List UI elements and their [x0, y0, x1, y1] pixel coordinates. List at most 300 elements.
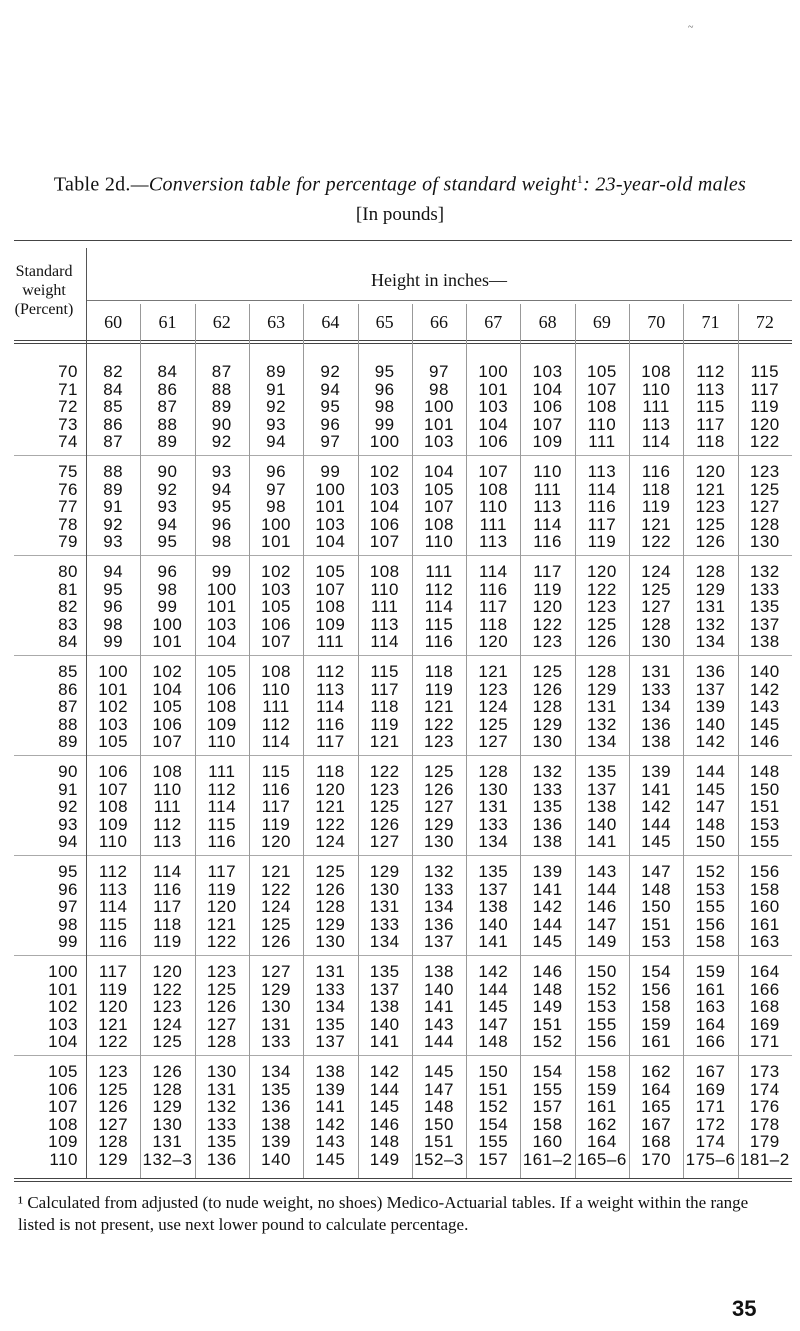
- percent-cell: 79: [58, 532, 78, 552]
- weight-cell: 142: [478, 962, 509, 981]
- weight-cell: 107: [532, 414, 563, 434]
- weight-cell: 166: [695, 1032, 726, 1052]
- weight-cell: 95: [374, 362, 395, 381]
- weight-cell: 144: [641, 814, 672, 834]
- weight-cell: 120: [206, 897, 237, 917]
- percent-cell: 93: [58, 814, 78, 834]
- weight-cell: 169: [695, 1079, 726, 1099]
- weight-cell: 154: [641, 962, 672, 981]
- weight-cell: 113: [370, 614, 399, 634]
- weight-cell: 128: [206, 1032, 237, 1052]
- weight-cell: 127: [261, 962, 291, 981]
- weight-cell: 118: [153, 914, 182, 934]
- weight-cell: 97: [266, 479, 287, 499]
- weight-cell: 98: [429, 379, 449, 399]
- weight-cell: 128: [532, 697, 563, 717]
- weight-cell: 137: [315, 1032, 346, 1052]
- weight-cell: 113: [587, 462, 617, 481]
- weight-cell: 153: [586, 997, 617, 1017]
- weight-cell: 115: [424, 614, 454, 634]
- weight-cell: 99: [320, 462, 341, 481]
- weight-cell: 141: [586, 832, 617, 852]
- weight-cell: 140: [749, 662, 780, 681]
- height-header: 67: [484, 312, 503, 332]
- title-suffix: : 23-year-old males: [583, 173, 747, 196]
- weight-cell: 108: [424, 514, 454, 534]
- column-divider: [575, 304, 576, 1178]
- weight-cell: 119: [207, 879, 237, 899]
- weight-cell: 174: [695, 1132, 726, 1152]
- weight-cell: 151: [641, 914, 672, 934]
- weight-cell: 122: [641, 532, 672, 552]
- weight-cell: 122: [98, 1032, 129, 1052]
- weight-cell: 107: [98, 779, 129, 799]
- percent-cell: 72: [58, 397, 78, 417]
- weight-cell: 138: [749, 632, 780, 652]
- weight-cell: 135: [478, 862, 509, 881]
- weight-cell: 120: [315, 779, 346, 799]
- weight-cell: 119: [641, 497, 671, 517]
- weight-cell: 92: [103, 514, 124, 534]
- weight-cell: 122: [586, 579, 617, 599]
- weight-cell: 133: [369, 914, 400, 934]
- weight-cell: 115: [261, 762, 291, 781]
- weight-cell: 132: [586, 714, 617, 734]
- weight-cell: 161: [641, 1032, 672, 1052]
- weight-cell: 163: [695, 997, 726, 1017]
- weight-cell: 93: [266, 414, 287, 434]
- weight-cell: 93: [211, 462, 232, 481]
- weight-cell: 146: [369, 1114, 400, 1134]
- weight-cell: 113: [533, 497, 562, 517]
- weight-cell: 114: [424, 597, 454, 617]
- weight-cell: 135: [586, 762, 617, 781]
- weight-cell: 114: [370, 632, 399, 652]
- weight-cell: 137: [695, 679, 726, 699]
- weight-cell: 137: [424, 932, 454, 952]
- weight-cell: 84: [103, 379, 124, 399]
- weight-cell: 110: [370, 579, 399, 599]
- weight-cell: 147: [478, 1014, 509, 1034]
- weight-cell: 120: [98, 997, 129, 1017]
- weight-cell: 113: [696, 379, 725, 399]
- percent-cell: 91: [58, 779, 78, 799]
- weight-cell: 107: [424, 497, 454, 517]
- weight-cell: 119: [587, 532, 617, 552]
- weight-cell: 146: [749, 732, 780, 752]
- row-label-line: (Percent): [14, 301, 74, 318]
- weight-cell: 148: [749, 762, 780, 781]
- percent-cell: 110: [49, 1150, 78, 1169]
- weight-cell: 109: [206, 714, 237, 734]
- weight-cell: 126: [532, 679, 563, 699]
- weight-cell: 115: [98, 914, 128, 934]
- weight-cell: 102: [98, 697, 129, 717]
- weight-cell: 125: [152, 1032, 183, 1052]
- percent-cell: 96: [58, 879, 78, 899]
- weight-cell: 179: [749, 1132, 780, 1152]
- weight-cell: 123: [532, 632, 563, 652]
- weight-cell: 134: [641, 697, 672, 717]
- weight-cell: 107: [478, 462, 509, 481]
- weight-cell: 120: [695, 462, 726, 481]
- weight-cell: 132: [532, 762, 563, 781]
- table-subtitle: [In pounds]: [355, 204, 445, 225]
- percent-cell: 81: [58, 579, 78, 599]
- weight-cell: 113: [98, 879, 128, 899]
- weight-cell: 116: [207, 832, 237, 852]
- weight-cell: 105: [261, 597, 291, 617]
- weight-cell: 113: [316, 679, 345, 699]
- weight-cell: 136: [532, 814, 563, 834]
- weight-cell: 156: [749, 862, 780, 881]
- percent-cell: 87: [58, 697, 78, 717]
- weight-cell: 111: [479, 514, 507, 534]
- weight-cell: 101: [424, 414, 454, 434]
- weight-cell: 127: [749, 497, 780, 517]
- weight-cell: 111: [262, 697, 290, 717]
- weight-cell: 153: [641, 932, 672, 952]
- weight-cell: 155: [586, 1014, 617, 1034]
- weight-cell: 92: [266, 397, 287, 417]
- weight-cell: 111: [588, 432, 616, 452]
- weight-cell: 95: [320, 397, 341, 417]
- weight-cell: 114: [533, 514, 562, 534]
- weight-cell: 116: [478, 579, 508, 599]
- weight-cell: 125: [98, 1079, 129, 1099]
- weight-cell: 118: [478, 614, 508, 634]
- weight-cell: 119: [153, 932, 182, 952]
- weight-cell: 122: [315, 814, 346, 834]
- weight-cell: 162: [641, 1062, 672, 1081]
- weight-cell: 121: [261, 862, 291, 881]
- caption-rule: [86, 300, 792, 301]
- weight-cell: 151: [749, 797, 780, 817]
- weight-cell: 101: [315, 497, 346, 517]
- weight-cell: 118: [696, 432, 725, 452]
- weight-cell: 119: [750, 397, 780, 417]
- weight-cell: 148: [478, 1032, 509, 1052]
- weight-cell: 130: [206, 1062, 237, 1081]
- percent-cell: 106: [48, 1079, 78, 1099]
- footnote: ¹ Calculated from adjusted (to nude weight, no shoes) Medico-Actuarial tables. If a weight within the range listed is not present, use next lower pound to calculate percentage.: [18, 1193, 749, 1234]
- height-header: 72: [755, 312, 774, 332]
- weight-cell: 96: [320, 414, 341, 434]
- weight-cell: 119: [424, 679, 454, 699]
- weight-cell: 111: [208, 762, 236, 781]
- weight-cell: 125: [315, 862, 346, 881]
- weight-cell: 131: [152, 1132, 183, 1152]
- weight-cell: 96: [374, 379, 395, 399]
- weight-cell: 111: [425, 562, 453, 581]
- weight-cell: 167: [641, 1114, 672, 1134]
- weight-cell: 156: [695, 914, 726, 934]
- weight-cell: 143: [315, 1132, 346, 1152]
- weight-cell: 103: [369, 479, 400, 499]
- weight-cell: 102: [369, 462, 400, 481]
- weight-cell: 116: [98, 932, 128, 952]
- weight-cell: 152: [532, 1032, 563, 1052]
- weight-cell: 121: [315, 797, 346, 817]
- weight-cell: 115: [207, 814, 237, 834]
- weight-cell: 132–3: [142, 1150, 193, 1169]
- weight-cell: 169: [749, 1014, 780, 1034]
- weight-cell: 119: [370, 714, 399, 734]
- weight-cell: 106: [478, 432, 509, 452]
- weight-cell: 93: [103, 532, 124, 552]
- weight-cell: 161: [695, 979, 726, 999]
- weight-cell: 91: [103, 497, 124, 517]
- table-top-rule: [14, 240, 792, 241]
- weight-cell: 123: [152, 997, 183, 1017]
- weight-cell: 97: [320, 432, 341, 452]
- height-header: 61: [158, 312, 177, 332]
- group-rule: [14, 755, 792, 756]
- weight-cell: 171: [695, 1097, 726, 1117]
- weight-cell: 138: [478, 897, 509, 917]
- weight-cell: 130: [532, 732, 563, 752]
- weight-cell: 145: [749, 714, 780, 734]
- weight-cell: 110: [641, 379, 671, 399]
- table-bottom-rule: [14, 1178, 792, 1179]
- weight-cell: 108: [586, 397, 617, 417]
- weight-cell: 111: [371, 597, 399, 617]
- weight-cell: 125: [261, 914, 291, 934]
- weight-cell: 125: [695, 514, 726, 534]
- weight-cell: 120: [478, 632, 509, 652]
- weight-cell: 131: [206, 1079, 237, 1099]
- header-rule-2: [14, 343, 792, 344]
- weight-cell: 146: [586, 897, 617, 917]
- weight-cell: 129: [424, 814, 454, 834]
- height-header: 68: [538, 312, 557, 332]
- weight-cell: 131: [369, 897, 400, 917]
- weight-cell: 92: [157, 479, 178, 499]
- weight-cell: 139: [261, 1132, 291, 1152]
- weight-cell: 121: [206, 914, 237, 934]
- weight-cell: 107: [315, 579, 346, 599]
- percent-cell: 100: [48, 962, 78, 981]
- weight-cell: 116: [261, 779, 291, 799]
- weight-cell: 125: [478, 714, 509, 734]
- weight-cell: 104: [424, 462, 454, 481]
- weight-cell: 127: [206, 1014, 237, 1034]
- weight-cell: 104: [478, 414, 509, 434]
- percent-cell: 92: [58, 797, 78, 817]
- weight-cell: 128: [478, 762, 509, 781]
- weight-cell: 134: [424, 897, 454, 917]
- column-divider: [140, 304, 141, 1178]
- weight-cell: 139: [532, 862, 563, 881]
- weight-cell: 148: [532, 979, 563, 999]
- weight-cell: 149: [532, 997, 563, 1017]
- height-header: 62: [212, 312, 231, 332]
- weight-cell: 98: [211, 532, 232, 552]
- weight-cell: 152: [695, 862, 726, 881]
- weight-cell: 86: [103, 414, 124, 434]
- weight-cell: 116: [153, 879, 182, 899]
- percent-cell: 95: [58, 862, 78, 881]
- weight-cell: 129: [586, 679, 617, 699]
- column-divider: [520, 304, 521, 1178]
- weight-cell: 164: [641, 1079, 672, 1099]
- weight-cell: 120: [532, 597, 563, 617]
- weight-cell: 158: [532, 1114, 563, 1134]
- weight-cell: 168: [641, 1132, 672, 1152]
- weight-cell: 144: [478, 979, 509, 999]
- weight-cell: 102: [152, 662, 183, 681]
- weight-cell: 150: [749, 779, 780, 799]
- weight-cell: 109: [98, 814, 129, 834]
- weight-cell: 117: [98, 962, 128, 981]
- weight-cell: 128: [586, 662, 617, 681]
- weight-cell: 154: [532, 1062, 563, 1081]
- weight-cell: 141: [532, 879, 563, 899]
- weight-cell: 113: [478, 532, 508, 552]
- group-rule: [14, 1055, 792, 1056]
- weight-cell: 138: [586, 797, 617, 817]
- weight-cell: 164: [586, 1132, 617, 1152]
- weight-cell: 141: [315, 1097, 346, 1117]
- percent-cell: 78: [58, 514, 78, 534]
- weight-cell: 175–6: [685, 1150, 736, 1169]
- percent-cell: 88: [58, 714, 78, 734]
- weight-cell: 128: [152, 1079, 183, 1099]
- weight-cell: 137: [478, 879, 509, 899]
- weight-cell: 148: [695, 814, 726, 834]
- weight-cell: 96: [266, 462, 287, 481]
- weight-cell: 115: [696, 397, 725, 417]
- weight-cell: 94: [103, 562, 124, 581]
- percent-cell: 84: [58, 632, 78, 652]
- group-rule: [14, 855, 792, 856]
- weight-cell: 116: [424, 632, 454, 652]
- weight-cell: 141: [424, 997, 454, 1017]
- percent-cell: 82: [58, 597, 78, 617]
- weight-cell: 117: [261, 797, 291, 817]
- weight-cell: 151: [424, 1132, 454, 1152]
- percent-cell: 83: [58, 614, 78, 634]
- weight-cell: 131: [586, 697, 617, 717]
- weight-cell: 143: [424, 1014, 454, 1034]
- weight-cell: 123: [206, 962, 237, 981]
- weight-cell: 111: [642, 397, 670, 417]
- weight-cell: 129: [369, 862, 400, 881]
- weight-cell: 127: [641, 597, 672, 617]
- weight-cell: 94: [266, 432, 287, 452]
- weight-cell: 100: [315, 479, 346, 499]
- weight-cell: 181–2: [739, 1150, 790, 1169]
- weight-cell: 116: [587, 497, 617, 517]
- weight-cell: 167: [695, 1062, 726, 1081]
- weight-cell: 172: [695, 1114, 726, 1134]
- weight-cell: 105: [98, 732, 129, 752]
- weight-cell: 88: [211, 379, 232, 399]
- weight-cell: 121: [478, 662, 509, 681]
- weight-cell: 133: [478, 814, 509, 834]
- weight-cell: 114: [98, 897, 128, 917]
- weight-cell: 178: [749, 1114, 780, 1134]
- weight-cell: 110: [207, 732, 237, 752]
- weight-cell: 128: [641, 614, 672, 634]
- weight-cell: 155: [532, 1079, 563, 1099]
- weight-cell: 149: [586, 932, 617, 952]
- weight-cell: 148: [641, 879, 672, 899]
- weight-cell: 156: [641, 979, 672, 999]
- weight-cell: 158: [586, 1062, 617, 1081]
- weight-cell: 114: [261, 732, 291, 752]
- weight-cell: 108: [98, 797, 129, 817]
- height-header: 66: [429, 312, 448, 332]
- weight-cell: 142: [315, 1114, 346, 1134]
- weight-cell: 140: [478, 914, 509, 934]
- weight-cell: 144: [532, 914, 563, 934]
- weight-cell: 132: [749, 562, 780, 581]
- weight-cell: 123: [749, 462, 780, 481]
- weight-cell: 112: [261, 714, 291, 734]
- weight-cell: 114: [641, 432, 671, 452]
- weight-cell: 112: [153, 814, 182, 834]
- column-divider: [629, 304, 630, 1178]
- weight-cell: 112: [424, 579, 454, 599]
- group-rule: [14, 955, 792, 956]
- weight-cell: 125: [586, 614, 617, 634]
- weight-cell: 125: [369, 797, 400, 817]
- weight-cell: 152–3: [414, 1150, 464, 1169]
- weight-cell: 114: [207, 797, 237, 817]
- percent-cell: 80: [58, 562, 78, 581]
- weight-cell: 116: [641, 462, 671, 481]
- row-label-line: Standard: [15, 263, 73, 280]
- table-title: [0, 172, 800, 197]
- weight-cell: 153: [695, 879, 726, 899]
- weight-cell: 122: [369, 762, 400, 781]
- weight-cell: 100: [478, 362, 509, 381]
- weight-cell: 152: [478, 1097, 509, 1117]
- weight-cell: 145: [695, 779, 726, 799]
- column-divider: [358, 304, 359, 1178]
- weight-cell: 145: [532, 932, 563, 952]
- percent-cell: 97: [58, 897, 78, 917]
- percent-cell: 74: [58, 432, 78, 452]
- weight-cell: 130: [261, 997, 291, 1017]
- weight-cell: 142: [532, 897, 563, 917]
- weight-cell: 98: [266, 497, 287, 517]
- weight-cell: 150: [424, 1114, 454, 1134]
- percent-cell: 89: [58, 732, 78, 752]
- weight-cell: 89: [103, 479, 124, 499]
- weight-cell: 133: [424, 879, 454, 899]
- percent-cell: 109: [48, 1132, 78, 1152]
- weight-cell: 107: [261, 632, 291, 652]
- weight-cell: 124: [152, 1014, 183, 1034]
- weight-cell: 101: [478, 379, 509, 399]
- weight-cell: 84: [157, 362, 178, 381]
- weight-cell: 162: [586, 1114, 617, 1134]
- weight-cell: 132: [206, 1097, 237, 1117]
- weight-cell: 107: [369, 532, 400, 552]
- weight-cell: 90: [157, 462, 178, 481]
- weight-cell: 138: [641, 732, 672, 752]
- weight-cell: 114: [478, 562, 508, 581]
- weight-cell: 118: [424, 662, 454, 681]
- weight-cell: 120: [586, 562, 617, 581]
- weight-cell: 103: [98, 714, 129, 734]
- percent-cell: 108: [48, 1114, 78, 1134]
- weight-cell: 133: [261, 1032, 291, 1052]
- weight-cell: 101: [152, 632, 183, 652]
- weight-cell: 112: [207, 779, 237, 799]
